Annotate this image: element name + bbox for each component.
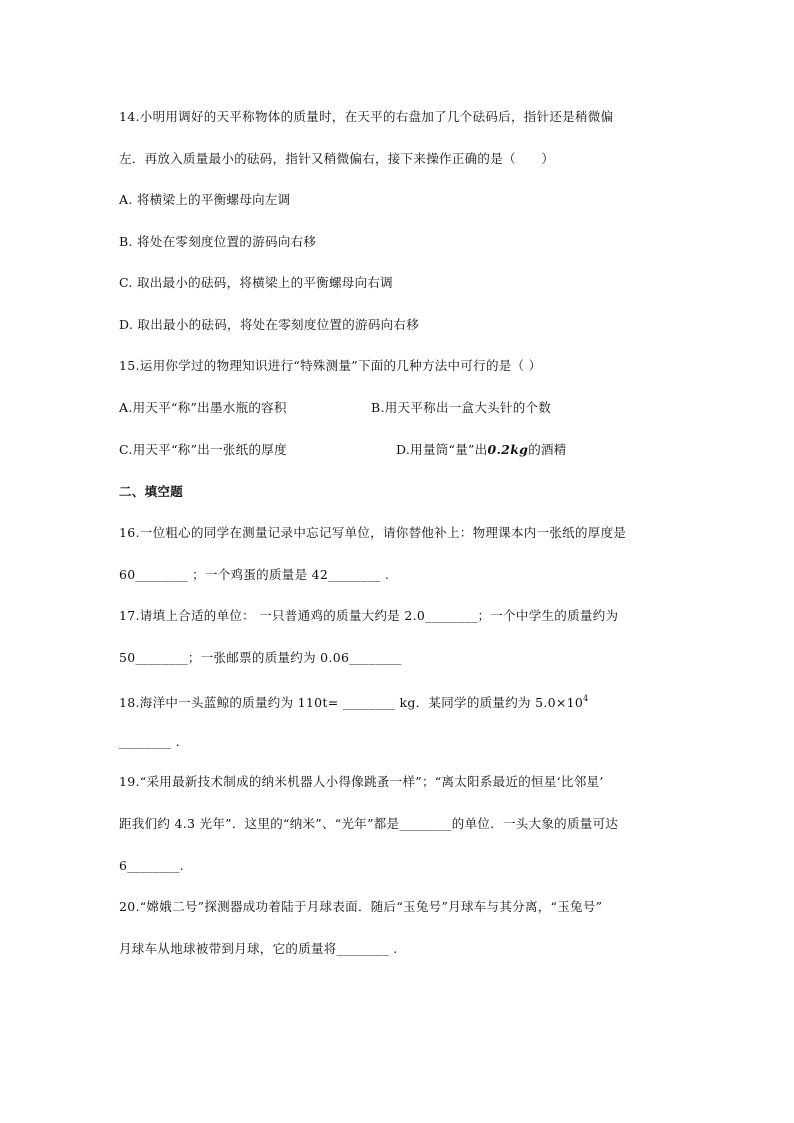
q15-option-d — [396, 442, 567, 458]
q14-stem-line1: 14.小明用调好的天平称物体的质量时，在天平的右盘加了几个砝码后，指针还是稍微偏 — [119, 109, 614, 124]
q17-line2: 50________；一张邮票的质量约为 0.06________ — [119, 650, 402, 665]
q16-line1: 16.一位粗心的同学在测量记录中忘记写单位，请你替他补上：物理课本内一张纸的厚度是 — [119, 525, 627, 540]
q19-line3: 6________. — [119, 858, 184, 873]
q15-option-d-prefix: D.用量筒“量”出 — [396, 442, 488, 457]
q14-option-c: C. 取出最小的砝码，将横梁上的平衡螺母向右调 — [119, 275, 393, 290]
q15-option-a: A.用天平“称”出墨水瓶的容积 — [119, 400, 287, 415]
q16-line2: 60________ ；一个鸡蛋的质量是 42________ . — [119, 567, 390, 582]
q15-option-d-value: 0.2 — [487, 442, 511, 457]
q20-line2: 月球车从地球被带到月球，它的质量将________ . — [119, 941, 398, 956]
section-title-fill-blank: 二、填空题 — [119, 484, 184, 499]
q15-option-c: C.用天平“称”出一张纸的厚度 — [119, 442, 287, 457]
q19-line1: 19.“采用最新技术制成的纳米机器人小得像跳蚤一样”；“离太阳系最近的恒星‘比邻星’ — [119, 774, 604, 789]
q14-stem-line2: 左．再放入质量最小的砝码，指针又稍微偏右，接下来操作正确的是（ ） — [119, 151, 555, 166]
q15-option-b: B.用天平称出一盒大头针的个数 — [371, 400, 552, 415]
q18-line1-text: 18.海洋中一头蓝鲸的质量约为 110t= ________ kg．某同学的质量约为 5.0×10 — [119, 695, 584, 710]
q20-line1: 20.“嫦娥二号”探测器成功着陆于月球表面．随后“玉兔号”月球车与其分离，“玉兔号” — [119, 899, 603, 914]
q19-line2: 距我们约 4.3 光年”．这里的“纳米”、“光年”都是________的单位．一头大象的质量可达 — [119, 816, 619, 831]
q18-line1 — [119, 691, 589, 711]
q17-line1: 17.请填上合适的单位： 一只普通鸡的质量大约是 2.0________；一个中学生的质量约为 — [119, 608, 619, 623]
q15-stem: 15.运用你学过的物理知识进行“特殊测量”下面的几种方法中可行的是（ ） — [119, 358, 542, 373]
q14-option-a: A. 将横梁上的平衡螺母向左调 — [119, 192, 291, 207]
q14-option-d: D. 取出最小的砝码，将处在零刻度位置的游码向右移 — [119, 317, 420, 332]
q14-option-b: B. 将处在零刻度位置的游码向右移 — [119, 234, 317, 249]
q15-option-d-unit: kg — [510, 442, 529, 457]
q18-exponent: 4 — [583, 694, 589, 703]
q15-option-d-suffix: 的酒精 — [528, 442, 567, 457]
q18-line2: ________ . — [119, 734, 180, 749]
